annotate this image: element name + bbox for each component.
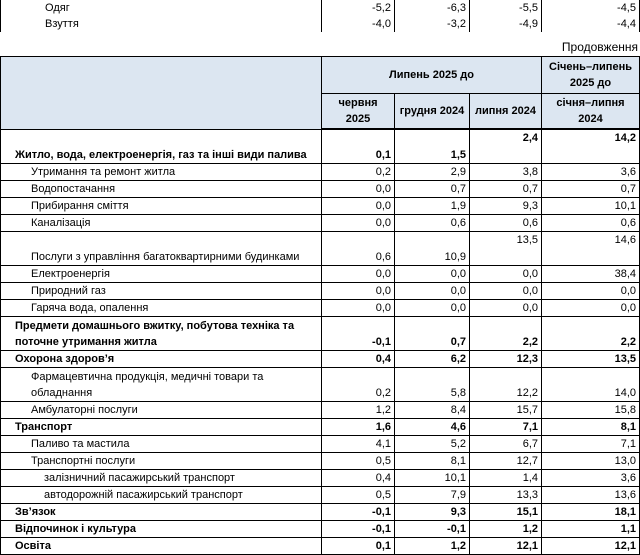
cell-value: -5,2 [322,0,395,16]
table-row [1,232,640,266]
row-label: Предмети домашнього вжитку, побутова техніка та поточне утримання житла [1,317,322,351]
table-row [1,368,640,402]
cell-value: -0,1 [322,521,395,538]
row-label: Взуття [1,16,322,32]
row-label: автодорожній пасажирський транспорт [1,487,322,504]
cell-value: 0,0 [470,300,542,317]
cell-value: 0,0 [395,283,470,300]
cell-value: 8,1 [395,453,470,470]
cell-value: 12,1 [542,538,640,555]
table-row [1,283,640,300]
data-table [0,56,640,555]
cell-value: 0,6 [470,215,542,232]
table-row [1,198,640,215]
cell-value: 0,7 [395,181,470,198]
cell-value: 1,2 [322,402,395,419]
cell-value: 0,6 [322,232,395,266]
cell-value: 1,1 [542,521,640,538]
cell-value: 10,1 [395,470,470,487]
row-label: Електроенергія [1,266,322,283]
cell-value: 0,0 [322,266,395,283]
cell-value: 1,9 [395,198,470,215]
cell-value: 13,5 [470,232,542,266]
table-row [1,0,640,16]
row-label: Охорона здоров’я [1,351,322,368]
cell-value: 14,6 [542,232,640,266]
row-label: Транспорт [1,419,322,436]
cell-value: 0,2 [322,368,395,402]
cell-value: 0,0 [470,283,542,300]
table-row [1,538,640,555]
cell-value: 0,7 [395,317,470,351]
cell-value: 4,1 [322,436,395,453]
table-row [1,453,640,470]
cell-value: -0,1 [322,317,395,351]
cell-value: 3,8 [470,164,542,181]
cell-value: 1,2 [395,538,470,555]
cell-value: 7,1 [542,436,640,453]
table-row [1,436,640,453]
cell-value: 0,2 [322,164,395,181]
cell-value: 0,0 [542,300,640,317]
table-row [1,215,640,232]
table-row [1,317,640,351]
table-row [1,266,640,283]
cell-value: 8,1 [542,419,640,436]
cell-value: 12,1 [470,538,542,555]
cell-value: 0,7 [470,181,542,198]
header-group-jan-jul: Січень–липень 2025 до [542,57,640,94]
cell-value: 15,8 [542,402,640,419]
cell-value: -4,4 [542,16,640,32]
table-row [1,181,640,198]
row-label: Фармацевтична продукція, медичні товари та обладнання [1,368,322,402]
cell-value: 0,0 [395,300,470,317]
cell-value: 13,3 [470,487,542,504]
table-row [1,16,640,32]
cell-value: -4,9 [470,16,542,32]
cell-value: 7,1 [470,419,542,436]
header-col-june: червня 2025 [322,94,395,130]
cell-value: 13,5 [542,351,640,368]
cell-value: 9,3 [470,198,542,215]
cell-value: 0,5 [322,453,395,470]
cell-value: 1,2 [470,521,542,538]
row-label: Водопостачання [1,181,322,198]
row-label: Прибирання сміття [1,198,322,215]
row-label: Каналізація [1,215,322,232]
cell-value: 13,6 [542,487,640,504]
cell-value: 18,1 [542,504,640,521]
cell-value: 2,2 [470,317,542,351]
cell-value: 0,0 [322,198,395,215]
cell-value: 0,6 [542,215,640,232]
cell-value: 0,7 [542,181,640,198]
cell-value: 1,5 [395,129,470,164]
cell-value: 3,6 [542,470,640,487]
table-row [1,504,640,521]
cell-value: 2,2 [542,317,640,351]
table-row [1,351,640,368]
cell-value: 0,0 [322,215,395,232]
table-row [1,402,640,419]
cell-value: 10,1 [542,198,640,215]
header-empty [1,57,322,130]
continuation-note [0,32,640,56]
cell-value: 5,2 [395,436,470,453]
row-label: Природний газ [1,283,322,300]
cell-value: 6,2 [395,351,470,368]
cell-value: 0,6 [395,215,470,232]
cell-value: -0,1 [322,504,395,521]
cell-value: -4,0 [322,16,395,32]
cell-value: -3,2 [395,16,470,32]
cell-value: 38,4 [542,266,640,283]
header-col-december: грудня 2024 [395,94,470,130]
row-label: Освіта [1,538,322,555]
cell-value: 0,0 [395,266,470,283]
table-row [1,164,640,181]
table-row [1,470,640,487]
row-label: Відпочинок і культура [1,521,322,538]
header-col-july: липня 2024 [470,94,542,130]
cell-value: 0,0 [542,283,640,300]
row-label: Гаряча вода, опалення [1,300,322,317]
header-col-jan-jul: січня–липня 2024 [542,94,640,130]
table-row [1,129,640,164]
preceding-rows-table [0,0,640,32]
cell-value: 0,0 [470,266,542,283]
cell-value: -6,3 [395,0,470,16]
row-label: Житло, вода, електроенергія, газ та інші види палива [1,129,322,164]
cell-value: 0,4 [322,351,395,368]
cell-value: 8,4 [395,402,470,419]
row-label: Послуги з управління багатоквартирними будинками [1,232,322,266]
table-row [1,419,640,436]
cell-value: -4,5 [542,0,640,16]
header-group-july: Липень 2025 до [322,57,542,94]
cell-value: 2,9 [395,164,470,181]
row-label: залізничний пасажирський транспорт [1,470,322,487]
table-row [1,521,640,538]
row-label: Транспортні послуги [1,453,322,470]
table-row [1,487,640,504]
cell-value: 0,0 [322,181,395,198]
cell-value: 12,2 [470,368,542,402]
row-label: Паливо та мастила [1,436,322,453]
cell-value: 14,0 [542,368,640,402]
cell-value: 0,4 [322,470,395,487]
cell-value: 1,6 [322,419,395,436]
row-label: Амбулаторні послуги [1,402,322,419]
cell-value: 0,5 [322,487,395,504]
cell-value: 14,2 [542,129,640,164]
cell-value: -5,5 [470,0,542,16]
cell-value: 10,9 [395,232,470,266]
cell-value: 0,1 [322,129,395,164]
table-row [1,300,640,317]
cell-value: 6,7 [470,436,542,453]
row-label: Зв’язок [1,504,322,521]
cell-value: 3,6 [542,164,640,181]
cell-value: 0,0 [322,300,395,317]
row-label: Утримання та ремонт житла [1,164,322,181]
cell-value: 13,0 [542,453,640,470]
cell-value: 7,9 [395,487,470,504]
header-row-group [1,57,640,94]
cell-value: 5,8 [395,368,470,402]
cell-value: 0,0 [322,283,395,300]
row-label: Одяг [1,0,322,16]
cell-value: 1,4 [470,470,542,487]
cell-value: 12,7 [470,453,542,470]
cell-value: 4,6 [395,419,470,436]
cell-value: 12,3 [470,351,542,368]
cell-value: 15,1 [470,504,542,521]
cell-value: 15,7 [470,402,542,419]
cell-value: 9,3 [395,504,470,521]
cell-value: 2,4 [470,129,542,164]
cell-value: 0,1 [322,538,395,555]
continuation-label: Продовження [561,40,638,54]
cell-value: -0,1 [395,521,470,538]
